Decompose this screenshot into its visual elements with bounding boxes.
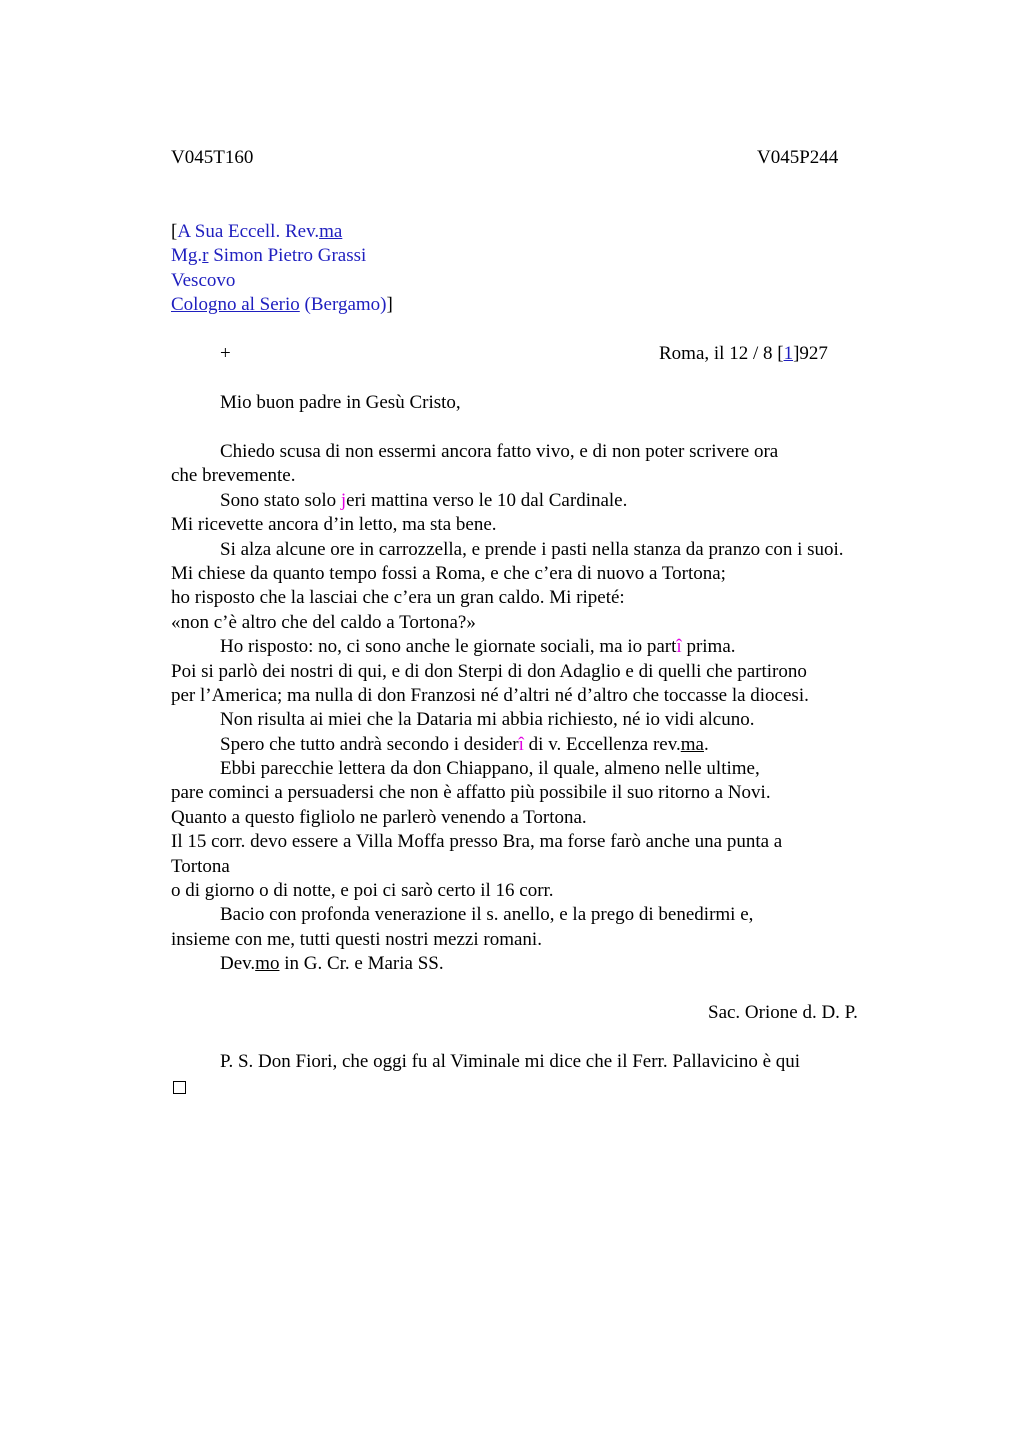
bracket-open: [ bbox=[171, 221, 178, 242]
body-line: Non risulta ai miei che la Dataria mi abbia richiesto, né io vidi alcuno. bbox=[220, 709, 755, 731]
address-line-3: Vescovo bbox=[171, 270, 236, 291]
body-line: Si alza alcune ore in carrozzella, e prende i pasti nella stanza da pranzo con i suoi. bbox=[220, 538, 844, 560]
address-line-1 bbox=[171, 220, 342, 244]
cross-mark: + bbox=[220, 343, 231, 364]
highlighted-letter: î bbox=[518, 733, 524, 755]
body-line: o di giorno o di notte, e poi ci sarò certo il 16 corr. bbox=[171, 880, 554, 902]
letter-body bbox=[171, 440, 911, 977]
document-code-right: V045P244 bbox=[757, 147, 839, 168]
dateline-year: ]927 bbox=[793, 343, 828, 364]
body-line bbox=[171, 489, 911, 513]
text: Spero che tutto andrà secondo i desider bbox=[220, 733, 519, 755]
text: Sono stato solo bbox=[220, 489, 341, 511]
postscript: P. S. Don Fiori, che oggi fu al Viminale mi dice che il Ferr. Pallavicino è qui bbox=[220, 1051, 801, 1072]
body-line: per l’America; ma nulla di don Franzosi né d’altri né d’altro che toccasse la diocesi. bbox=[171, 684, 809, 706]
address-recipient-title: A Sua Eccell. Rev. bbox=[177, 221, 320, 242]
salutation: Mio buon padre in Gesù Cristo, bbox=[220, 392, 461, 413]
body-line: «non c’è altro che del caldo a Tortona?» bbox=[171, 611, 476, 633]
body-line: che brevemente. bbox=[171, 465, 296, 487]
body-line: ho risposto che la lasciai che c’era un gran caldo. Mi ripeté: bbox=[171, 587, 625, 609]
abbrev-superscript: ma bbox=[319, 221, 343, 242]
bracket-close: ] bbox=[386, 294, 393, 315]
highlighted-letter: î bbox=[676, 636, 682, 658]
body-line: Mi chiese da quanto tempo fossi a Roma, e che c’era di nuovo a Tortona; bbox=[171, 562, 726, 584]
text: Dev. bbox=[220, 953, 256, 975]
body-line: Mi ricevette ancora d’in letto, ma sta bene. bbox=[171, 514, 497, 536]
signature: Sac. Orione d. D. P. bbox=[708, 1002, 858, 1023]
body-line bbox=[171, 635, 911, 659]
address-line-4 bbox=[171, 293, 393, 317]
address-recipient-name: Simon Pietro Grassi bbox=[208, 245, 367, 266]
dateline-text: Roma, il 12 / 8 [ bbox=[659, 343, 784, 364]
text: Ho risposto: no, ci sono anche le giornate sociali, ma io part bbox=[220, 636, 677, 658]
body-line: Il 15 corr. devo essere a Villa Moffa presso Bra, ma forse farò anche una punta a bbox=[171, 831, 783, 853]
text: eri mattina verso le 10 dal Cardinale. bbox=[346, 489, 628, 511]
text: prima. bbox=[681, 636, 736, 658]
body-line: Tortona bbox=[171, 855, 230, 877]
abbrev-superscript: ma bbox=[680, 733, 704, 755]
document-code-left: V045T160 bbox=[171, 147, 254, 168]
address-province: (Bergamo) bbox=[299, 294, 387, 315]
footnote-link[interactable]: 1 bbox=[783, 343, 794, 364]
address-line-2 bbox=[171, 244, 366, 268]
body-line: Poi si parlò dei nostri di qui, e di don Sterpi di don Adaglio e di quelli che partirono bbox=[171, 660, 807, 682]
dateline bbox=[659, 342, 828, 366]
abbrev-superscript: r bbox=[202, 245, 209, 266]
address-honorific: Mg. bbox=[171, 245, 203, 266]
text: in G. Cr. e Maria SS. bbox=[279, 953, 444, 975]
text: . bbox=[703, 733, 709, 755]
body-line: insieme con me, tutti questi nostri mezzi romani. bbox=[171, 928, 542, 950]
body-line bbox=[171, 733, 911, 757]
checkbox-square-icon bbox=[173, 1076, 186, 1100]
highlighted-letter: j bbox=[340, 489, 347, 511]
body-line: Chiedo scusa di non essermi ancora fatto vivo, e di non poter scrivere ora bbox=[220, 441, 779, 462]
address-place: Cologno al Serio bbox=[171, 294, 300, 315]
body-line: Quanto a questo figliolo ne parlerò venendo a Tortona. bbox=[171, 806, 587, 828]
body-line: Bacio con profonda venerazione il s. anello, e la prego di benedirmi e, bbox=[220, 904, 754, 926]
text: di v. Eccellenza rev. bbox=[523, 733, 681, 755]
body-line: pare cominci a persuadersi che non è affatto più possibile il suo ritorno a Novi. bbox=[171, 782, 771, 804]
abbrev-superscript: mo bbox=[255, 953, 280, 975]
body-line bbox=[171, 952, 911, 976]
body-line: Ebbi parecchie lettera da don Chiappano, il quale, almeno nelle ultime, bbox=[220, 758, 760, 780]
